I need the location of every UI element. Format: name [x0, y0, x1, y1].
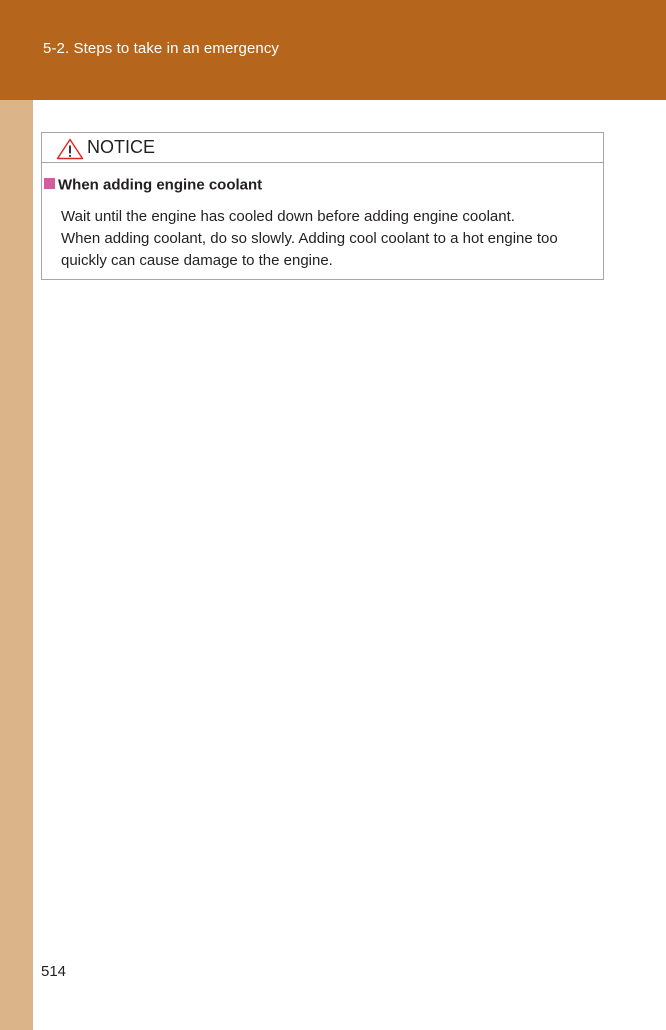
notice-box: [41, 132, 604, 280]
chapter-header-band: [0, 0, 666, 100]
section-title: 5-2. Steps to take in an emergency: [43, 40, 280, 57]
notice-body: [61, 206, 599, 272]
notice-subheading-text: When adding engine coolant: [58, 176, 263, 194]
page-number: 514: [41, 963, 67, 980]
bullet-square-icon: [44, 178, 55, 189]
notice-subheading: [44, 176, 262, 194]
notice-header: [42, 133, 603, 163]
chapter-side-tab: [0, 100, 33, 1030]
warning-triangle-icon: [56, 138, 84, 160]
notice-paragraph: Wait until the engine has cooled down before adding engine coolant.: [61, 208, 515, 225]
notice-paragraph: When adding coolant, do so slowly. Adding cool coolant to a hot engine too quickly can cause damage to the engine.: [61, 230, 558, 269]
notice-label: NOTICE: [87, 137, 156, 157]
